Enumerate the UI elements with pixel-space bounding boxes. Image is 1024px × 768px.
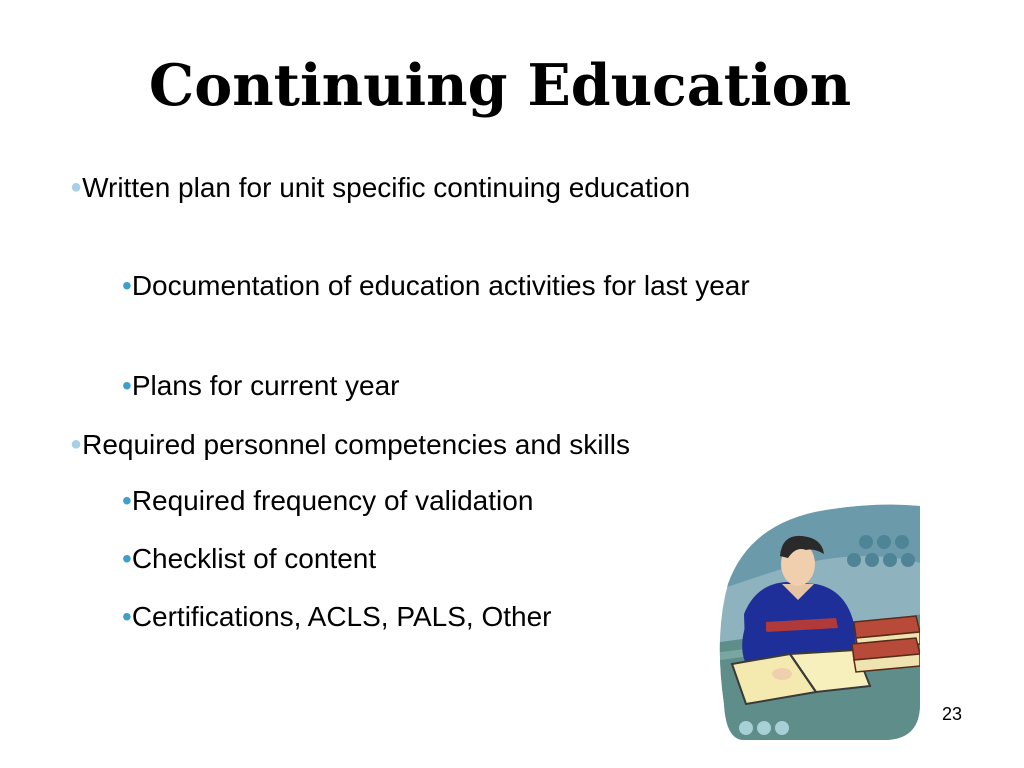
bullet-small-dot-icon: • xyxy=(122,270,132,301)
bullet-item-level1 xyxy=(70,167,710,208)
bullet-text: Required personnel competencies and skills xyxy=(82,429,630,460)
bullet-small-dot-icon: • xyxy=(122,370,132,401)
bullet-item-level2 xyxy=(122,481,722,521)
bullet-text: Written plan for unit specific continuing education xyxy=(82,172,691,203)
page-number: 23 xyxy=(941,704,962,724)
bullet-text: Certifications, ACLS, PALS, Other xyxy=(131,601,552,632)
bullet-item-level2 xyxy=(122,597,702,637)
bullet-small-dot-icon: • xyxy=(122,601,132,632)
bullet-item-level2 xyxy=(122,539,702,579)
bullet-text: Checklist of content xyxy=(131,543,377,574)
slide-title: Continuing Education xyxy=(148,52,852,119)
bullet-item-level1 xyxy=(70,424,790,465)
bullet-dot-icon: ● xyxy=(70,176,83,198)
bullet-small-dot-icon: • xyxy=(122,485,132,516)
bullet-text: Plans for current year xyxy=(131,370,400,401)
bullet-item-level2 xyxy=(122,266,772,306)
bullet-item-level2 xyxy=(122,366,772,406)
bullet-small-dot-icon: • xyxy=(122,543,132,574)
bullet-dot-icon: ● xyxy=(70,433,83,455)
bullet-text: Documentation of education activities for last year xyxy=(131,270,750,301)
bullet-text: Required frequency of validation xyxy=(131,485,534,516)
student-reading-illustration xyxy=(706,504,924,746)
